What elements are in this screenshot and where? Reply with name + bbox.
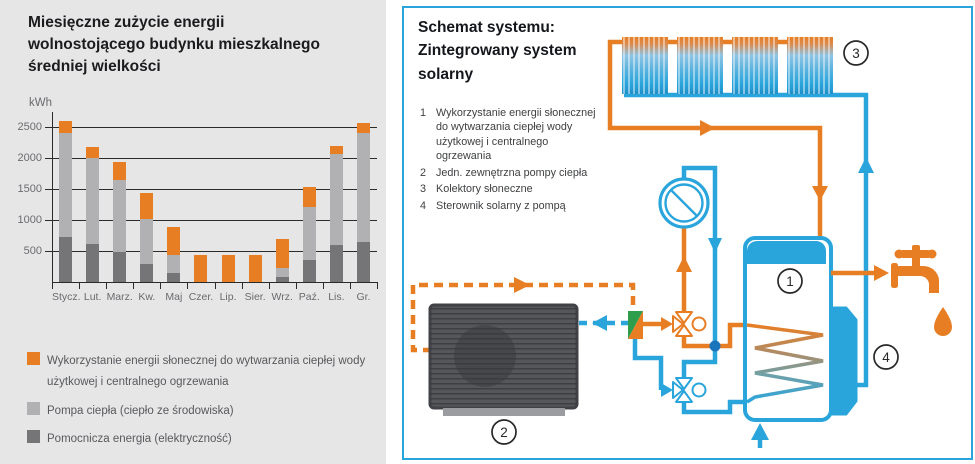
legend-label: Pomocnicza energia (elektryczność) <box>47 432 232 445</box>
month-label: Sier. <box>244 291 266 303</box>
y-axis-unit-label: kWh <box>29 97 52 109</box>
y-tick-label: 2000 <box>17 152 42 164</box>
svg-text:1: 1 <box>786 274 794 289</box>
x-tick <box>350 282 351 289</box>
schematic-title-line: Zintegrowany system <box>418 42 577 60</box>
chart-title-line: wolnostojącego budynku mieszkalnego <box>28 36 320 53</box>
x-tick <box>296 282 297 289</box>
bar-segment <box>249 255 262 282</box>
legend-label: Pompa ciepła (ciepło ze środowiska) <box>47 404 234 417</box>
legend-item-solar <box>27 351 372 394</box>
chart-title-line: Miesięczne zużycie energii <box>28 14 225 31</box>
gridline <box>52 220 377 221</box>
y-tick <box>45 158 52 159</box>
legend-swatch-solar <box>27 352 40 365</box>
schematic-title-line: Schemat systemu: <box>418 19 555 36</box>
bar-segment <box>330 245 343 282</box>
flow-arrow-right-icon <box>700 120 715 136</box>
bar-segment <box>357 133 370 242</box>
gridline <box>52 127 377 128</box>
list-item-text: Kolektory słoneczne <box>436 183 533 196</box>
month-label: Lip. <box>219 291 237 303</box>
svg-text:3: 3 <box>852 46 860 61</box>
gridline <box>52 158 377 159</box>
legend-label: Wykorzystanie energii słonecznej do wytwarzania ciepłej wody użytkowej i centralnego ogrzewania <box>47 355 366 389</box>
x-tick <box>269 282 270 289</box>
list-item-number: 3 <box>420 183 427 196</box>
y-axis <box>52 112 53 282</box>
bar-segment <box>86 147 99 158</box>
bar-segment <box>167 255 180 273</box>
y-tick <box>45 220 52 221</box>
month-label: Kw. <box>138 291 156 303</box>
label-heat-pump <box>492 420 516 444</box>
list-item-text: Wykorzystanie energii słonecznej do wytwarzania ciepłej wody użytkowej i centralnego ogrzewania <box>436 107 596 163</box>
bar-segment <box>140 193 153 219</box>
bar-segment <box>194 255 207 282</box>
y-tick-label: 1500 <box>17 183 42 195</box>
bar-segment <box>113 180 126 252</box>
bar-segment <box>113 252 126 282</box>
x-tick <box>215 282 216 289</box>
label-tank <box>778 269 802 293</box>
cold-pipe-to-valve <box>635 339 661 390</box>
flow-arrow-right-icon <box>874 265 889 281</box>
gridline <box>52 189 377 190</box>
legend-item-auxiliary <box>27 429 372 450</box>
flow-arrow-right-icon <box>661 383 673 397</box>
bar-segment <box>113 162 126 180</box>
y-tick <box>45 127 52 128</box>
flow-arrow-up-icon <box>858 157 874 173</box>
bar-segment <box>303 260 316 282</box>
energy-chart-panel <box>0 0 386 464</box>
month-label: Czer. <box>188 291 214 303</box>
list-item-number: 4 <box>420 199 427 212</box>
bar-segment <box>59 237 72 282</box>
legend-swatch-auxiliary <box>27 430 40 443</box>
hot-mixing-valve <box>643 312 748 346</box>
bar-segment <box>276 268 289 277</box>
faucet-icon <box>891 245 939 293</box>
month-label: Lut. <box>83 291 102 303</box>
month-label: Marz. <box>106 291 133 303</box>
bar-segment <box>167 227 180 255</box>
x-tick <box>52 282 53 289</box>
legend-item-heatpump <box>27 401 372 422</box>
flow-arrow-up-icon <box>676 256 692 272</box>
svg-text:4: 4 <box>882 350 890 365</box>
y-tick <box>45 251 52 252</box>
label-controller <box>874 345 898 369</box>
flow-arrow-right-icon <box>661 317 673 331</box>
bar-segment <box>59 133 72 237</box>
bar-segment <box>86 158 99 244</box>
svg-text:2: 2 <box>500 425 508 440</box>
x-tick <box>106 282 107 289</box>
bar-segment <box>357 242 370 282</box>
water-drop-icon <box>934 307 952 336</box>
bar-segment <box>276 239 289 268</box>
schematic-title-line: solarny <box>418 65 474 83</box>
chart-legend <box>27 351 372 450</box>
y-tick-label: 2500 <box>17 121 42 133</box>
flow-arrow-down-icon <box>708 238 722 253</box>
heat-exchanger-block <box>628 311 643 339</box>
legend-swatch-heatpump <box>27 402 40 415</box>
x-tick <box>242 282 243 289</box>
solar-controller-module <box>832 308 856 414</box>
month-label: Wrz. <box>271 291 293 303</box>
bar-segment <box>86 244 99 282</box>
list-item-text: Sterownik solarny z pompą <box>436 199 566 212</box>
month-label: Stycz. <box>52 291 81 303</box>
bar-segment <box>357 123 370 133</box>
pump-gauge-icon <box>660 179 708 227</box>
bar-segment <box>330 154 343 245</box>
x-tick <box>133 282 134 289</box>
bar-segment <box>330 146 343 155</box>
flow-arrow-down-icon <box>812 186 828 201</box>
cold-mixing-valve <box>661 378 747 412</box>
heat-pump-unit <box>430 305 577 416</box>
month-label: Maj <box>165 291 183 303</box>
x-tick <box>377 282 378 289</box>
label-collectors <box>844 41 868 65</box>
month-label: Paź. <box>298 291 320 303</box>
bar-segment <box>140 264 153 282</box>
bar-segment <box>303 187 316 207</box>
bar-segment <box>222 255 235 282</box>
x-tick <box>187 282 188 289</box>
gridline <box>52 251 377 252</box>
chart-title-line: średniej wielkości <box>28 58 161 75</box>
bar-segment <box>59 121 72 133</box>
y-tick-label: 500 <box>23 245 42 257</box>
solar-system-schematic-panel <box>402 6 973 460</box>
bar-segment <box>276 277 289 282</box>
y-tick <box>45 189 52 190</box>
system-diagram <box>402 6 973 460</box>
list-item-number: 2 <box>420 166 427 179</box>
list-item-number: 1 <box>420 107 427 119</box>
pipe-junction-dot <box>710 341 721 352</box>
cold-water-inlet-arrow-icon <box>751 423 769 440</box>
bar-segment <box>303 207 316 260</box>
y-tick-label: 1000 <box>17 214 42 226</box>
bar-segment <box>140 219 153 264</box>
month-label: Lis. <box>328 291 345 303</box>
bar-segment <box>167 273 180 282</box>
x-tick <box>323 282 324 289</box>
x-tick <box>160 282 161 289</box>
flow-arrow-right-icon <box>514 277 530 293</box>
month-label: Gr. <box>356 291 371 303</box>
list-item-text: Jedn. zewnętrzna pompy ciepła <box>436 166 588 179</box>
flow-arrow-left-icon <box>592 315 607 331</box>
x-tick <box>79 282 80 289</box>
collector-panels <box>622 37 833 94</box>
